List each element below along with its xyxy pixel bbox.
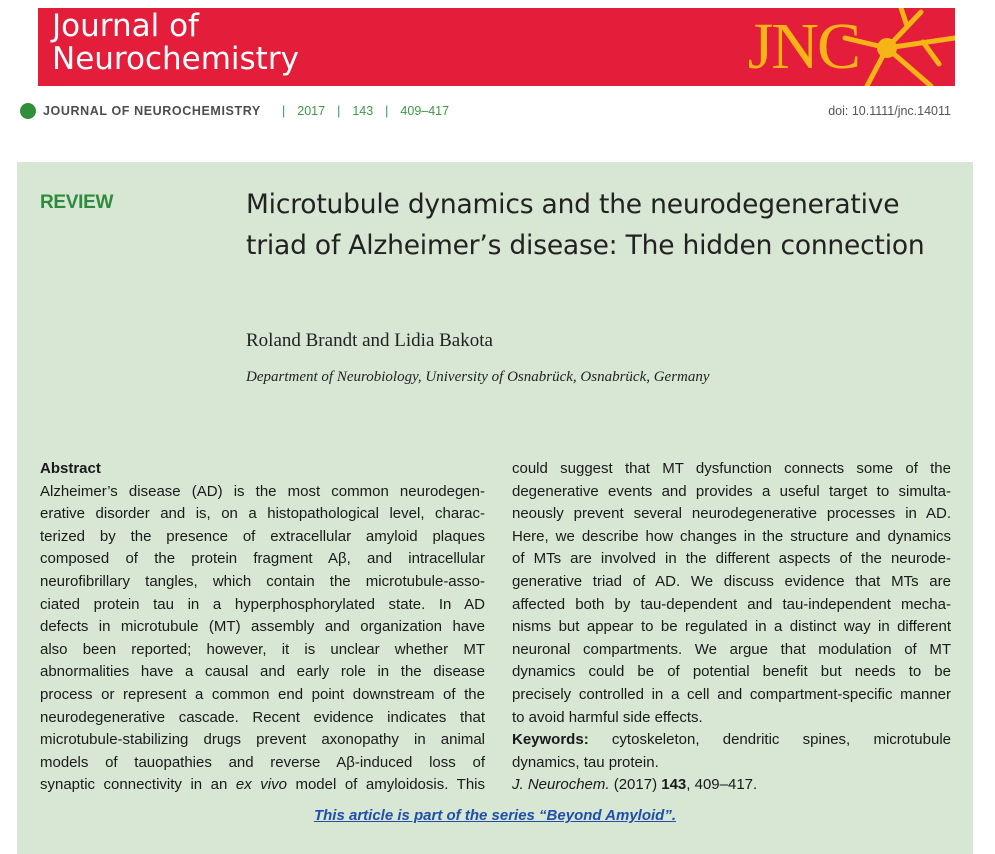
doi-link[interactable]: doi: 10.1111/jnc.14011: [828, 104, 951, 118]
journal-title-line2: Neurochemistry: [52, 41, 299, 77]
journal-pages: 409–417: [400, 104, 450, 118]
neuron-icon: [835, 8, 955, 86]
abstract-line: dynamics could be of potential benefit but needs to be: [512, 663, 951, 681]
abstract-column-right: [512, 458, 951, 797]
keywords-label: Keywords:: [512, 731, 589, 749]
abstract-line: Here, we describe how changes in the structure and dynamics: [512, 527, 951, 545]
abstract-text: model of amyloidosis. This: [286, 776, 485, 794]
abstract-line: degenerative events and provides a useful target to simulta-: [512, 482, 951, 500]
jnc-logo: [695, 8, 955, 86]
abstract-line: affected both by tau-dependent and tau-independent mecha-: [512, 595, 951, 613]
article-title-line1: Microtubule dynamics and the neurodegenerative: [246, 189, 900, 220]
abstract-column-left: [40, 458, 485, 797]
abstract-text: synaptic connectivity in an: [40, 776, 236, 794]
abstract-line: generative triad of AD. We discuss evidence that MTs are: [512, 572, 951, 590]
abstract-italic-ex-vivo: ex vivo: [235, 776, 287, 794]
article-type-label: REVIEW: [40, 192, 114, 213]
abstract-line: abnormalities have a causal and early role in the disease: [40, 663, 485, 681]
article-title-line2: triad of Alzheimer’s disease: The hidden connection: [246, 230, 925, 261]
abstract-line-ex-vivo: [40, 774, 485, 797]
abstract-line: defects in microtubule (MT) assembly and organization have: [40, 618, 485, 636]
abstract-line: terized by the presence of extracellular amyloid plaques: [40, 527, 485, 545]
abstract-line: precisely controlled in a cell and compartment-specific manner: [512, 685, 951, 703]
abstract-line: could suggest that MT dysfunction connects some of the: [512, 460, 951, 477]
citation-line: [512, 774, 951, 797]
keywords-text: cytoskeleton, dendritic spines, microtubule: [588, 731, 951, 749]
abstract-line: neously prevent several neurodegenerative processes in AD.: [512, 505, 951, 523]
abstract-line: of MTs are involved in the different aspects of the neurode-: [512, 550, 951, 568]
citation-pages: , 409–417.: [686, 776, 758, 794]
abstract-line: models of tauopathies and reverse Aβ-induced loss of: [40, 753, 485, 771]
keywords-line-2: dynamics, tau protein.: [512, 753, 659, 771]
abstract-line: erative disorder and is, on a histopathological level, charac-: [40, 505, 485, 523]
green-dot-icon: [20, 103, 36, 119]
journal-info-line: [20, 101, 955, 121]
abstract-line: neuronal compartments. We argue that modulation of MT: [512, 640, 951, 658]
article-title: [246, 184, 966, 266]
journal-volume: 143: [352, 104, 374, 118]
abstract-panel: [17, 162, 973, 854]
citation-journal: J. Neurochem.: [512, 776, 610, 794]
abstract-line: neurofibrillary tangles, which contain the microtubule-asso-: [40, 572, 485, 590]
article-authors: Roland Brandt and Lidia Bakota: [246, 330, 493, 351]
journal-meta: | 2017 | 143 | 409–417: [282, 104, 450, 118]
citation-year: (2017): [609, 776, 662, 794]
keywords-line: [512, 729, 951, 752]
journal-title-wordmark: [52, 10, 299, 76]
series-link[interactable]: This article is part of the series “Beyond Amyloid”.: [313, 807, 677, 824]
abstract-line: nisms but appear to be regulated in a distinct way in different: [512, 618, 951, 636]
abstract-line: microtubule-stabilizing drugs prevent axonopathy in animal: [40, 731, 485, 749]
journal-banner: [38, 8, 955, 86]
journal-title-line1: Journal of: [52, 8, 199, 44]
abstract-line: Alzheimer’s disease (AD) is the most common neurodegen-: [40, 482, 485, 500]
abstract-heading: Abstract: [40, 460, 101, 477]
abstract-line: ciated protein tau in a hyperphosphorylated state. In AD: [40, 595, 485, 613]
abstract-line: process or represent a common end point downstream of the: [40, 685, 485, 703]
article-affiliation: Department of Neurobiology, University of Osnabrück, Osnabrück, Germany: [246, 369, 710, 385]
journal-year: 2017: [297, 104, 326, 118]
abstract-line: neurodegenerative cascade. Recent evidence indicates that: [40, 708, 485, 726]
citation-volume: 143: [661, 776, 687, 794]
jnc-logo-text: JNC: [747, 10, 859, 83]
abstract-line: to avoid harmful side effects.: [512, 708, 703, 726]
journal-name: JOURNAL OF NEUROCHEMISTRY: [43, 104, 261, 118]
abstract-line: also been reported; however, it is unclear whether MT: [40, 640, 485, 658]
abstract-line: composed of the protein fragment Aβ, and intracellular: [40, 550, 485, 568]
